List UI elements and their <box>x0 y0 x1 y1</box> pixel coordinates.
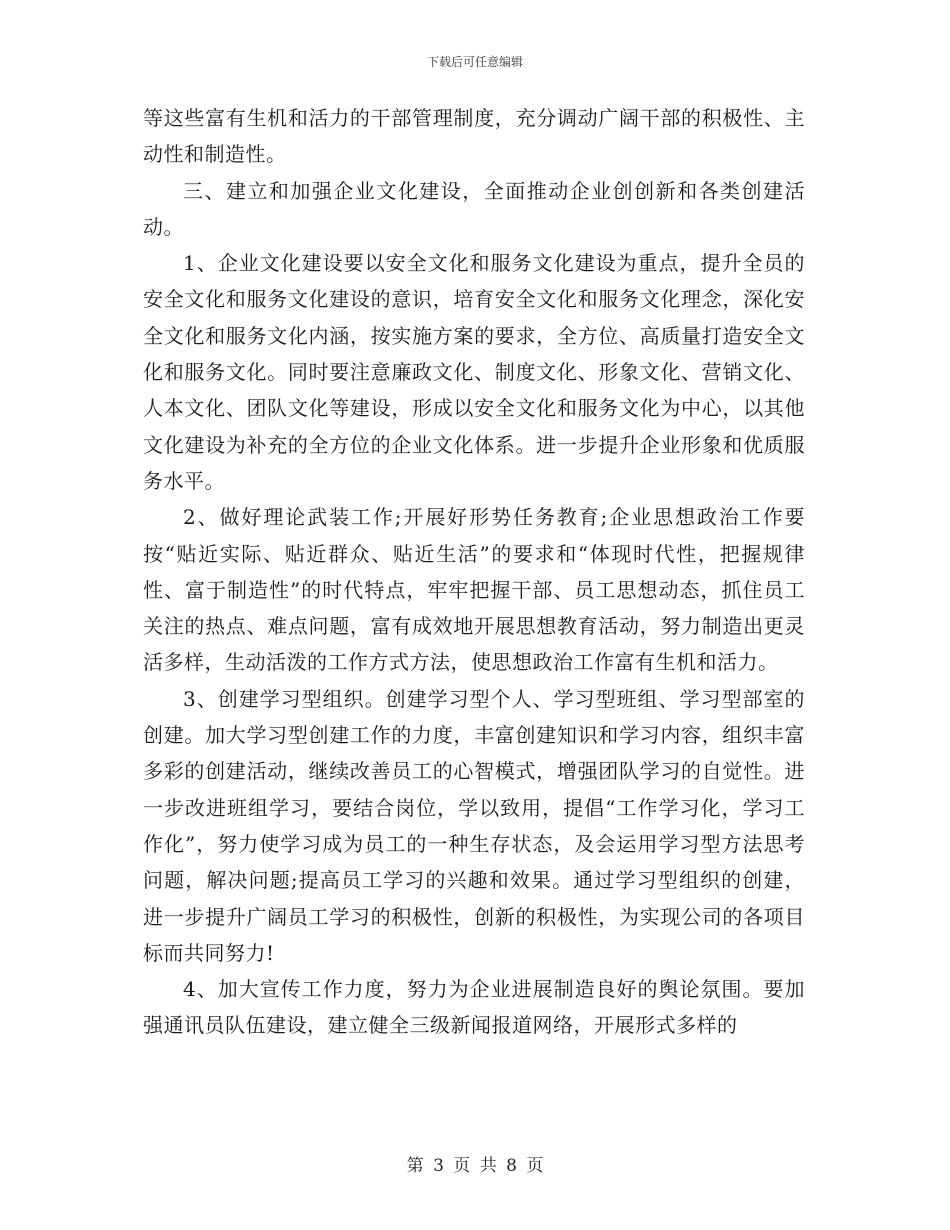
paragraph-section-three: 三、建立和加强企业文化建设，全面推动企业创创新和各类创建活动。 <box>143 178 805 239</box>
paragraph-item-4: 4、加大宣传工作力度，努力为企业进展制造良好的舆论氛围。要加强通讯员队伍建设，建立健全三级新闻报道网络，开展形式多样的 <box>143 977 805 1038</box>
paragraph-item-3: 3、创建学习型组织。创建学习型个人、学习型班组、学习型部室的创建。加大学习型创建工作的力度，丰富创建知识和学习内容，组织丰富多彩的创建活动，继续改善员工的心智模式，增强团队学习的自觉性。进一步改进班组学习，要结合岗位，学以致用，提倡“工作学习化，学习工作化”，努力使学习成为员工的一种生存状态，及会运用学习型方法思考问题，解决问题;提高员工学习的兴趣和效果。通过学习型组织的创建，进一步提升广阔员工学习的积极性，创新的积极性，为实现公司的各项目标而共同努力! <box>143 686 805 965</box>
paragraph-item-2: 2、做好理论武装工作;开展好形势任务教育;企业思想政治工作要按“贴近实际、贴近群众、贴近生活”的要求和“体现时代性，把握规律性、富于制造性”的时代特点，牢牢把握干部、员工思想动态，抓住员工关注的热点、难点问题，富有成效地开展思想教育活动，努力制造出更灵活多样，生动活泼的工作方式方法，使思想政治工作富有生机和活力。 <box>143 505 805 675</box>
paragraph-item-1: 1、企业文化建设要以安全文化和服务文化建设为重点，提升全员的安全文化和服务文化建设的意识，培育安全文化和服务文化理念，深化安全文化和服务文化内涵，按实施方案的要求，全方位、高质量打造安全文化和服务文化。同时要注意廉政文化、制度文化、形象文化、营销文化、人本文化、团队文化等建设，形成以安全文化和服务文化为中心，以其他文化建设为补充的全方位的企业文化体系。进一步提升企业形象和优质服务水平。 <box>143 251 805 493</box>
page-header: 下载后可任意编辑 <box>426 55 523 69</box>
page-footer: 第 3 页 共 8 页 <box>406 1156 544 1176</box>
document-body <box>143 100 805 1044</box>
paragraph-continuation: 等这些富有生机和活力的干部管理制度，充分调动广阔干部的积极性、主动性和制造性。 <box>143 106 805 167</box>
